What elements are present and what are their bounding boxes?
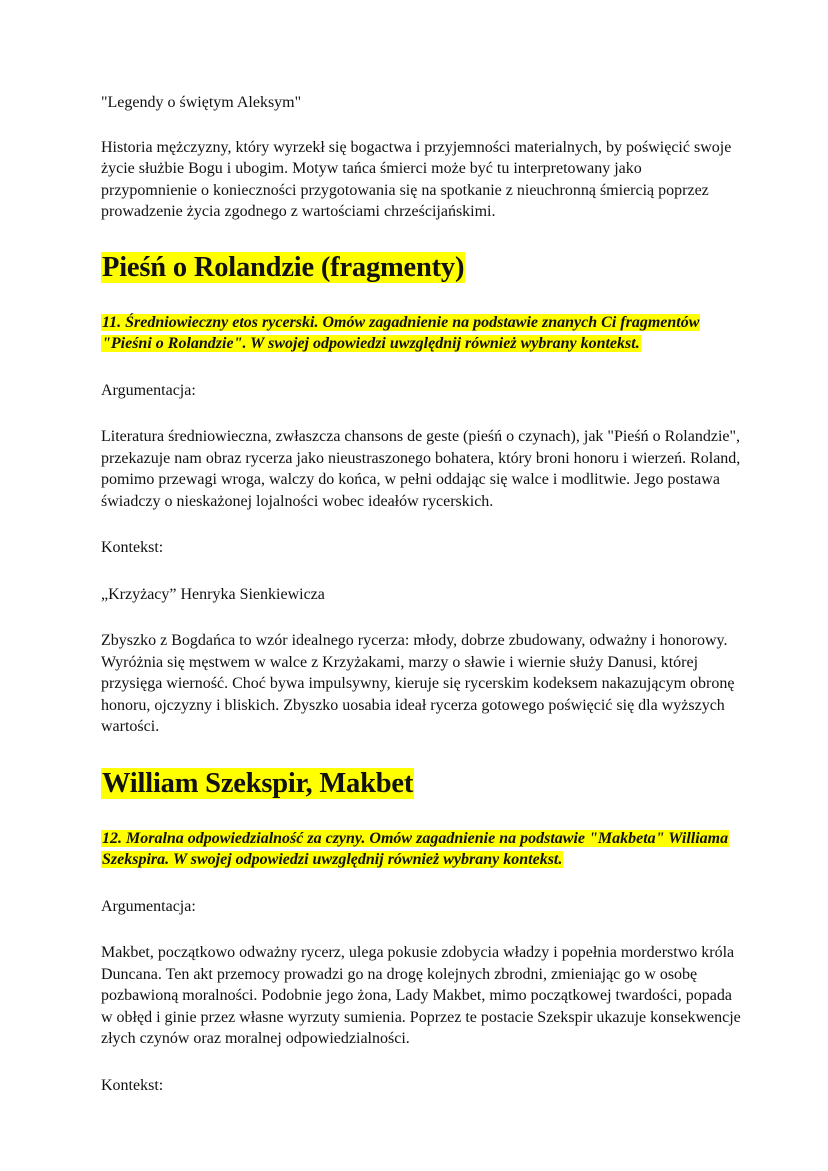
context-text-krzyzacy: Zbyszko z Bogdańca to wzór idealnego rycerza: młody, dobrze zbudowany, odważny i honorowy. Wyróżnia się męstwem w walce z Krzyżakami, marzy o sławie i wiernie służy Danusi, której przysięga wierność. Choć bywa impulsywny, kieruje się rycerskim kodeksem nakazującym obronę honoru, ojczyzny i bliskich. Zbyszko uosabia ideał rycerza gotowego poświęcić się dla wyższych wartości.: [101, 632, 735, 735]
intro-title: "Legendy o świętym Aleksym": [101, 94, 302, 111]
section-heading-makbet: [101, 766, 741, 802]
section-heading-roland-text: Pieśń o Rolandzie (fragmenty): [102, 251, 465, 283]
intro-paragraph: Historia mężczyzny, który wyrzekł się bogactwa i przyjemności materialnych, by poświęcić swoje życie służbie Bogu i ubogim. Motyw tańca śmierci może być tu interpretowany jako przypomnienie o konieczności przygotowania się na spotkanie z nieuchronną śmiercią poprzez prowadzenie życia zgodnego z wartościami chrześcijańskimi.: [101, 138, 732, 220]
argument-text-makbet: Makbet, początkowo odważny rycerz, ulega pokusie zdobycia władzy i popełnia morderstwo króla Duncana. Ten akt przemocy prowadzi go na drogę kolejnych zbrodni, zmieniając go w osobę pozbawioną moralności. Podobnie jego żona, Lady Makbet, mimo początkowej twardości, popada w obłęd i ginie przez własne wyrzuty sumienia. Poprzez te postacie Szekspir ukazuje konsekwencje złych czynów oraz moralnej odpowiedzialności.: [101, 944, 741, 1047]
question-11-text: 11. Średniowieczny etos rycerski. Omów zagadnienie na podstawie znanych Ci fragmentów "Pieśni o Rolandzie". W swojej odpowiedzi uwzględnij również wybrany kontekst.: [102, 313, 700, 352]
document-page: [101, 92, 741, 1096]
context-label-roland: Kontekst:: [101, 539, 164, 556]
context-title-krzyzacy: „Krzyżacy” Henryka Sienkiewicza: [101, 585, 325, 603]
argument-text-roland: Literatura średniowieczna, zwłaszcza chansons de geste (pieśń o czynach), jak "Pieśń o Rolandzie", przekazuje nam obraz rycerza jako nieustraszonego bohatera, który broni honoru i wierzeń. Roland, pomimo przewagi wroga, walczy do końca, w pełni oddając się walce i modlitwie. Jego postawa świadczy o nieskażonej lojalności wobec ideałów rycerskich.: [101, 428, 741, 510]
question-12-text: 12. Moralna odpowiedzialność za czyny. Omów zagadnienie na podstawie "Makbeta" Williama Szekspira. W swojej odpowiedzi uwzględnij również wybrany kontekst.: [102, 829, 729, 868]
section-heading-roland: [101, 250, 741, 286]
argument-label-roland: Argumentacja:: [101, 381, 196, 399]
argument-label-makbet: Argumentacja:: [101, 897, 196, 915]
question-12: [101, 828, 741, 871]
section-heading-makbet-text: William Szekspir, Makbet: [102, 767, 414, 799]
question-11: [101, 312, 741, 355]
context-label-makbet: Kontekst:: [101, 1076, 164, 1094]
